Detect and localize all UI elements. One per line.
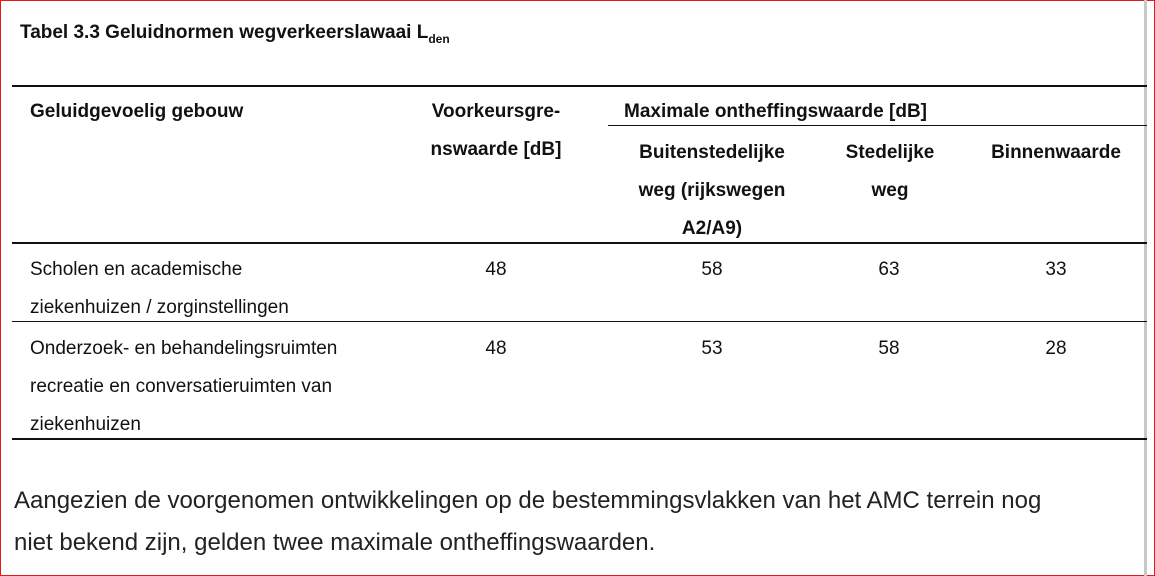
row-2-preferred: 48 [485,338,507,359]
paragraph-line-2: niet bekend zijn, gelden twee maximale ontheffingswaarden. [14,529,656,556]
row-1-building-line-2: ziekenhuizen / zorginstellingen [30,297,289,318]
header-preferred [410,93,582,169]
row-2-urban: 58 [878,338,900,359]
row-1-indoor: 33 [1045,259,1067,280]
row-2-outside: 53 [701,338,723,359]
row-2-building-line-3: ziekenhuizen [30,414,141,435]
row-1-building-line-1: Scholen en academische [30,259,243,280]
header-preferred-line-2: nswaarde [dB] [430,139,562,160]
body-paragraph [14,480,1139,564]
header-max-group: Maximale ontheffingswaarde [dB] [624,101,927,122]
row-2-building-line-2: recreatie en conversatieruimten van [30,376,333,397]
table-caption [20,22,450,44]
header-indoor: Binnenwaarde [991,142,1121,163]
caption-subscript: den [428,32,450,46]
row-2-building [30,330,337,444]
row-1-building [30,251,289,327]
row-1-preferred: 48 [485,259,507,280]
header-outside-line-2: weg (rijkswegen [638,180,786,201]
row-1-outside: 58 [701,259,723,280]
header-urban [830,134,950,210]
header-outside-line-3: A2/A9) [681,218,743,239]
row-2-indoor: 28 [1045,338,1067,359]
header-building: Geluidgevoelig gebouw [30,101,244,122]
paragraph-line-1: Aangezien de voorgenomen ontwikkelingen op de bestemmingsvlakken van het AMC terrein nog [14,487,1042,514]
header-urban-line-2: weg [871,180,909,201]
header-bottom-rule [12,242,1147,244]
table-top-rule [12,85,1147,87]
header-outside-line-1: Buitenstedelijke [639,142,785,163]
header-preferred-line-1: Voorkeursgre- [431,101,561,122]
row-2-building-line-1: Onderzoek- en behandelingsruimten [30,338,338,359]
caption-text: Tabel 3.3 Geluidnormen wegverkeerslawaai L [20,22,429,43]
row-1-urban: 63 [878,259,900,280]
header-outside [612,134,812,248]
header-urban-line-1: Stedelijke [845,142,935,163]
